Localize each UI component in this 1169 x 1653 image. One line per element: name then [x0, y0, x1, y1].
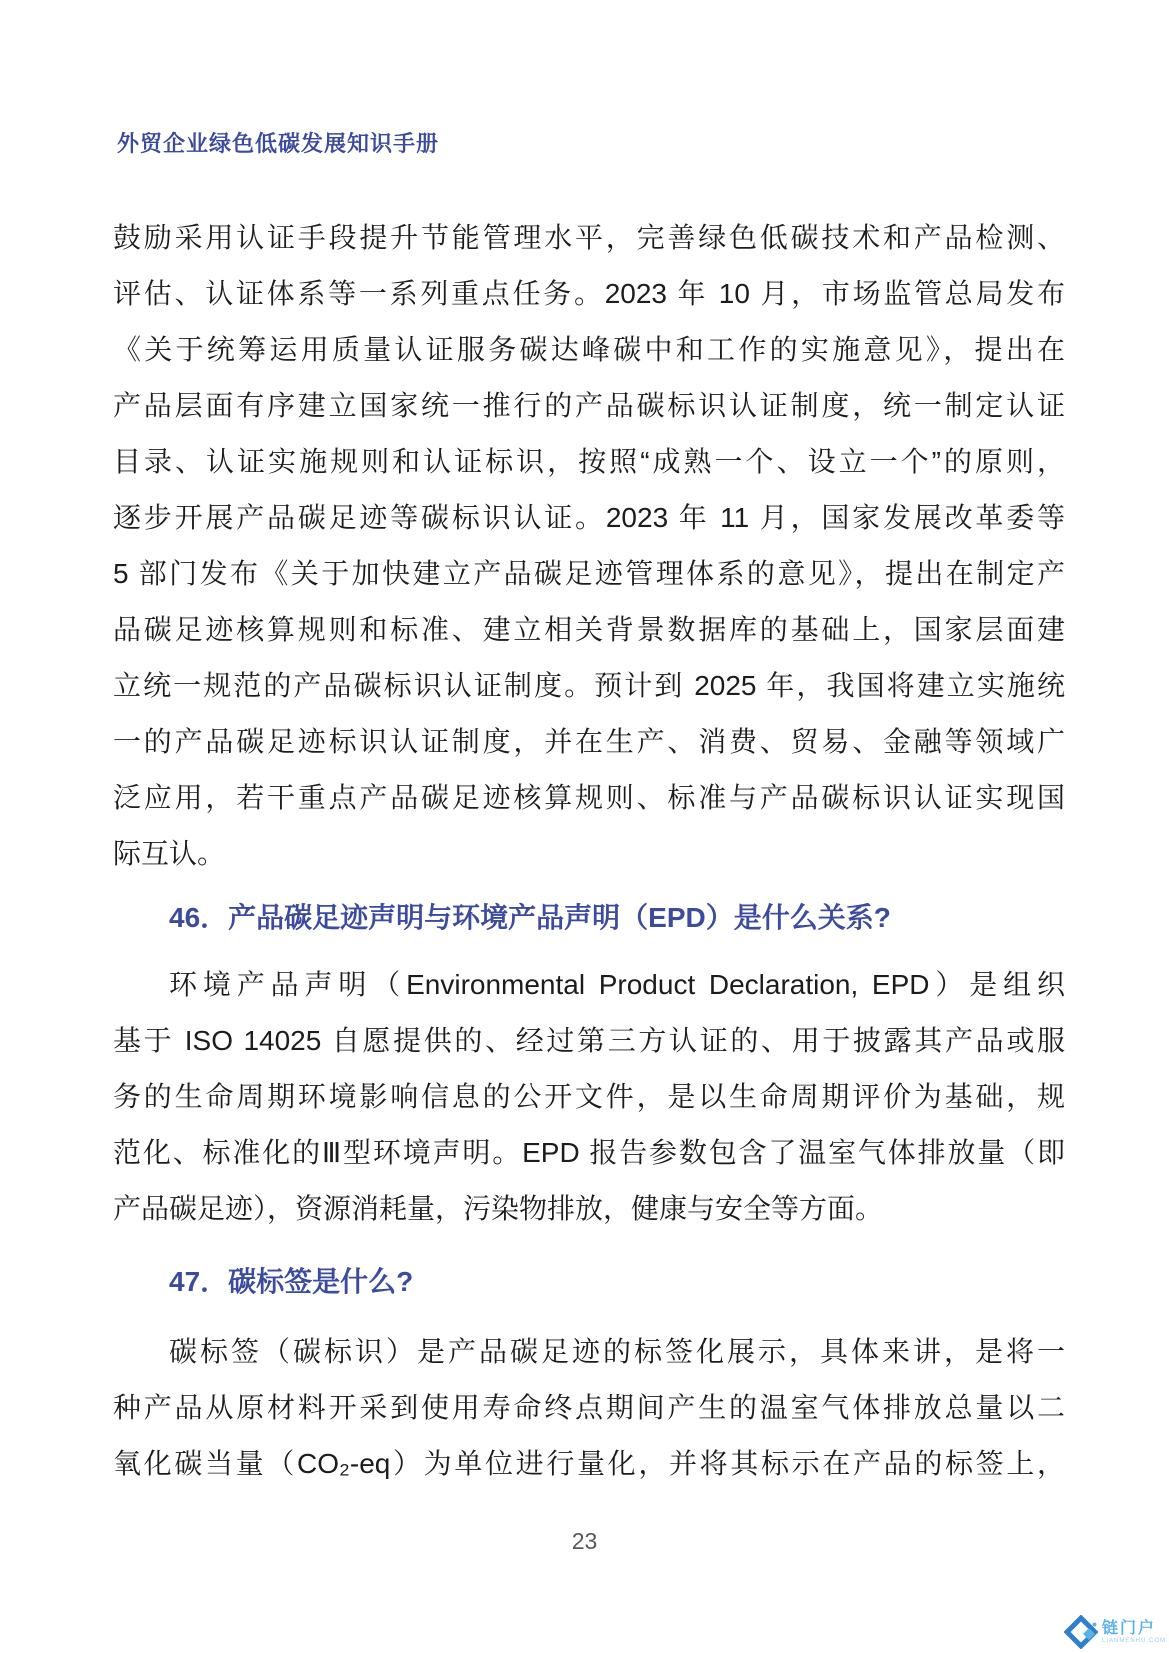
- body-line: 逐步开展产品碳足迹等碳标识认证。2023 年 11 月，国家发展改革委等: [113, 502, 1065, 533]
- body-line: 5 部门发布《关于加快建立产品碳足迹管理体系的意见》，提出在制定产: [113, 558, 1065, 589]
- running-header: 外贸企业绿色低碳发展知识手册: [117, 131, 440, 156]
- text-column: [113, 210, 1065, 1492]
- body-line: 评估、认证体系等一系列重点任务。2023 年 10 月，市场监管总局发布: [113, 278, 1065, 309]
- paragraph-continued: [113, 210, 1065, 882]
- body-line: 泛应用，若干重点产品碳足迹核算规则、标准与产品碳标识认证实现国: [113, 782, 1065, 813]
- body-line: 基于 ISO 14025 自愿提供的、经过第三方认证的、用于披露其产品或服: [113, 1025, 1065, 1056]
- body-line: 际互认。: [113, 838, 226, 869]
- body-line: 范化、标准化的Ⅲ型环境声明。EPD 报告参数包含了温室气体排放量（即: [113, 1137, 1065, 1168]
- body-line: 《关于统筹运用质量认证服务碳达峰碳中和工作的实施意见》，提出在: [113, 334, 1065, 365]
- body-line: 立统一规范的产品碳标识认证制度。预计到 2025 年，我国将建立实施统: [113, 670, 1065, 701]
- body-line: 产品碳足迹），资源消耗量，污染物排放，健康与安全等方面。: [113, 1193, 884, 1224]
- body-line: 环境产品声明（Environmental Product Declaration, EPD）是组织: [169, 969, 1065, 1000]
- logo-domain: LIANMENHU.COM: [1101, 1637, 1166, 1644]
- body-line: 产品层面有序建立国家统一推行的产品碳标识认证制度，统一制定认证: [113, 390, 1065, 421]
- page-number: 23: [571, 1528, 598, 1554]
- diamond-logo-icon: [1064, 1615, 1098, 1649]
- body-line: 氧化碳当量（CO₂-eq）为单位进行量化，并将其标示在产品的标签上，: [113, 1448, 1065, 1479]
- body-line: 种产品从原材料开采到使用寿命终点期间产生的温室气体排放总量以二: [113, 1392, 1065, 1423]
- logo-text: [1102, 1620, 1166, 1645]
- paragraph-q47: [113, 1324, 1065, 1492]
- paragraph-q46: [113, 957, 1065, 1237]
- watermark-logo: [1064, 1615, 1166, 1649]
- body-line: 目录、认证实施规则和认证标识，按照“成熟一个、设立一个”的原则，: [113, 446, 1065, 477]
- body-line: 碳标签（碳标识）是产品碳足迹的标签化展示，具体来讲，是将一: [169, 1336, 1065, 1367]
- body-line: 务的生命周期环境影响信息的公开文件，是以生命周期评价为基础，规: [113, 1081, 1065, 1112]
- body-line: 鼓励采用认证手段提升节能管理水平，完善绿色低碳技术和产品检测、: [113, 222, 1065, 253]
- body-line: 品碳足迹核算规则和标准、建立相关背景数据库的基础上，国家层面建: [113, 614, 1065, 645]
- body-line: 一的产品碳足迹标识认证制度，并在生产、消费、贸易、金融等领域广: [113, 726, 1065, 757]
- section-heading-46: 46．产品碳足迹声明与环境产品声明（EPD）是什么关系?: [169, 902, 891, 933]
- section-heading-47: 47．碳标签是什么?: [169, 1266, 414, 1297]
- logo-name: 链门户: [1101, 1619, 1156, 1637]
